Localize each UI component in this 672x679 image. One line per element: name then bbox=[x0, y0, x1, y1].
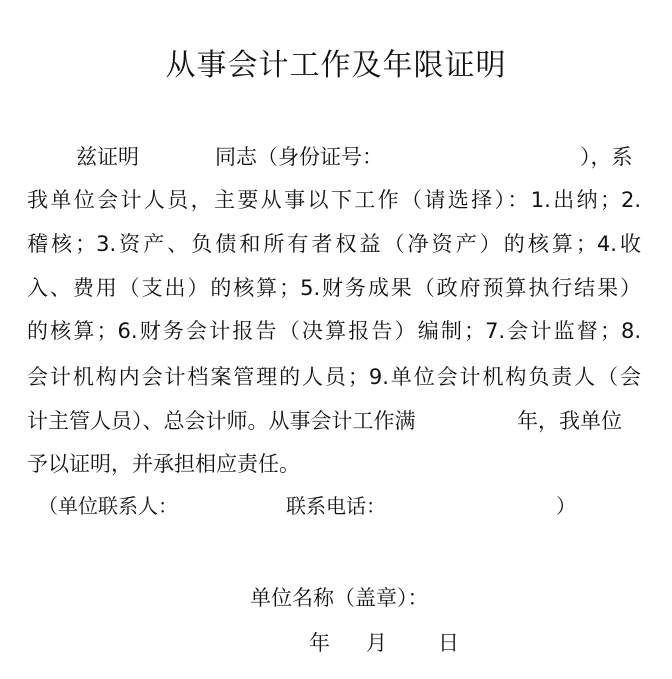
body-line-2: 我单位会计人员，主要从事以下工作（请选择）：1.出纳；2. bbox=[27, 188, 641, 212]
date-month-label: 月 bbox=[366, 631, 387, 655]
contact-close-paren: ） bbox=[556, 494, 576, 518]
contact-person-label: （单位联系人： bbox=[38, 494, 178, 518]
date-year-label: 年 bbox=[309, 631, 330, 655]
page-title: 从事会计工作及年限证明 bbox=[165, 48, 507, 83]
body-line-1-id-label: 同志（身份证号： bbox=[215, 145, 383, 169]
body-line-7-end: 年，我单位 bbox=[517, 409, 622, 433]
body-line-1-end: ），系 bbox=[580, 145, 633, 169]
body-line-7-start: 计主管人员）、总会计师。从事会计工作满 bbox=[27, 409, 416, 433]
body-line-6: 会计机构内会计档案管理的人员；9.单位会计机构负责人（会 bbox=[27, 365, 641, 389]
body-line-4: 入、费用（支出）的核算；5.财务成果（政府预算执行结果） bbox=[27, 276, 641, 300]
body-line-1-start: 兹证明 bbox=[76, 145, 139, 169]
date-day-label: 日 bbox=[438, 631, 459, 655]
unit-name-seal-label: 单位名称（盖章）： bbox=[250, 586, 429, 610]
body-line-5: 的核算；6.财务会计报告（决算报告）编制；7.会计监督；8. bbox=[27, 319, 641, 343]
contact-phone-label: 联系电话： bbox=[286, 494, 386, 518]
body-line-8: 予以证明，并承担相应责任。 bbox=[27, 452, 300, 476]
body-line-3: 稽核；3.资产、负债和所有者权益（净资产）的核算；4.收 bbox=[27, 232, 641, 256]
